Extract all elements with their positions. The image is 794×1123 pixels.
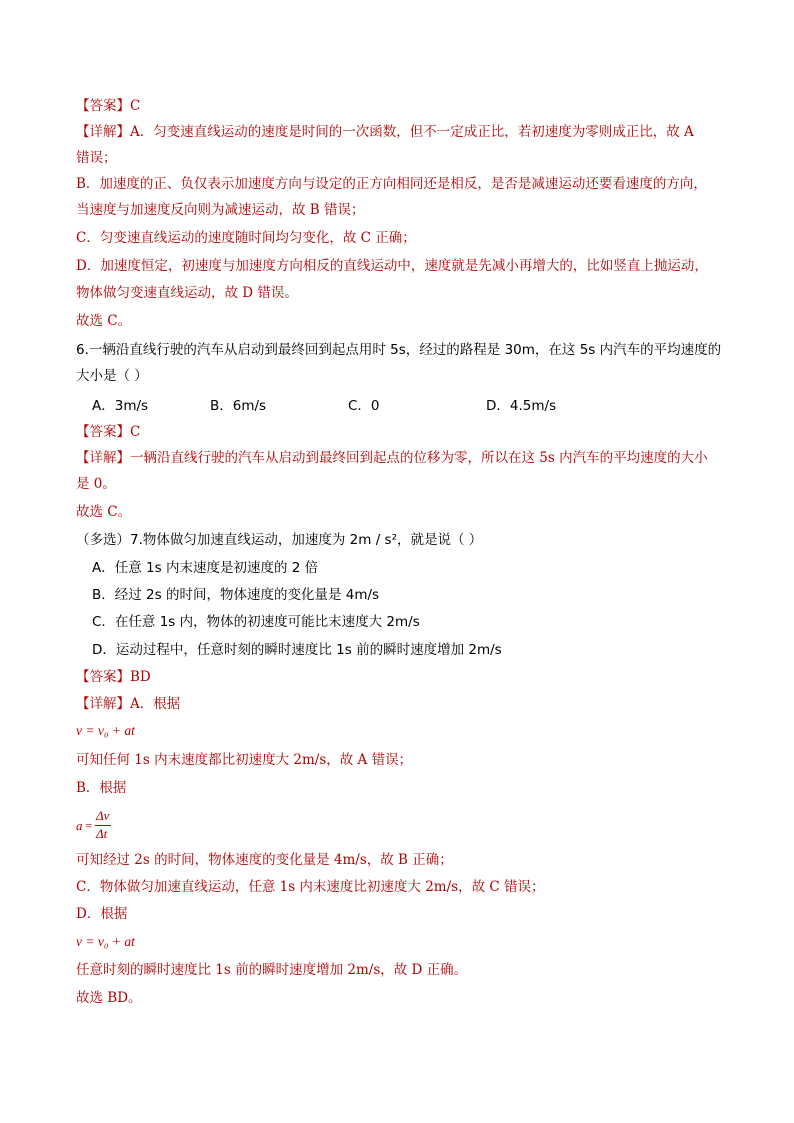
q7-option-d: D．运动过程中，任意时刻的瞬时速度比 1s 前的瞬时速度增加 2m/s [92, 642, 502, 658]
q6-detail: 【详解】一辆沿直线行驶的汽车从启动到最终回到起点的位移为零，所以在这 5s 内汽车的平均速度的大小 [76, 450, 708, 466]
q7-conclusion: 故选 BD。 [76, 990, 142, 1006]
q6-options [92, 394, 652, 414]
q5-detail-d: D．加速度恒定，初速度与加速度方向相反的直线运动中，速度就是先减小再增大的，比如竖直上抛运动， [76, 258, 708, 274]
q7-detail-c: C．物体做匀加速直线运动，任意 1s 内末速度比初速度大 2m/s，故 C 错误； [76, 879, 545, 895]
q5-detail-a: 【详解】A．匀变速直线运动的速度是时间的一次函数，但不一定成正比，若初速度为零则成正比，故 A [76, 124, 694, 140]
q6-option-a: A．3m/s [92, 398, 149, 414]
q5-detail-d-cont: 物体做匀变速直线运动，故 D 错误。 [76, 285, 298, 301]
q6-option-c: C．0 [348, 398, 380, 414]
q6-conclusion: 故选 C。 [76, 504, 132, 520]
formula-lhs: a [76, 818, 83, 833]
q6-option-b: B．6m/s [210, 398, 267, 414]
formula-denominator: Δt [96, 826, 108, 841]
q7-option-c: C．在任意 1s 内，物体的初速度可能比末速度大 2m/s [92, 614, 420, 630]
formula-numerator: Δv [96, 808, 110, 823]
q7-formula-3: v = v₀ + at [76, 934, 135, 949]
q6-answer: 【答案】C [76, 424, 141, 440]
q6-option-d: D．4.5m/s [486, 398, 557, 414]
q7-detail-a: 【详解】A．根据 [76, 696, 181, 712]
q6-stem-line2: 大小是（ ） [76, 368, 148, 384]
q5-detail-a-cont: 错误； [76, 150, 117, 166]
q6-detail-cont: 是 0。 [76, 476, 116, 492]
q6-stem-line1: 6.一辆沿直线行驶的汽车从启动到最终回到起点用时 5s，经过的路程是 30m，在这 5s 内汽车的平均速度的 [76, 342, 722, 358]
q7-answer: 【答案】BD [76, 669, 151, 685]
q5-detail-c: C．匀变速直线运动的速度随时间均匀变化，故 C 正确； [76, 230, 416, 246]
q7-detail-a-cont: 可知任何 1s 内末速度都比初速度大 2m/s，故 A 错误； [76, 752, 413, 768]
q7-detail-d: D．根据 [76, 906, 128, 922]
q5-detail-b: B．加速度的正、负仅表示加速度方向与设定的正方向相同还是相反，是否是减速运动还要看速度的方向， [76, 176, 707, 192]
q5-detail-b-cont: 当速度与加速度反向则为减速运动，故 B 错误； [76, 202, 365, 218]
q7-stem: （多选）7.物体做匀加速直线运动，加速度为 2m / s²，就是说（ ） [76, 532, 483, 548]
q7-detail-b-cont: 可知经过 2s 的时间，物体速度的变化量是 4m/s，故 B 正确； [76, 852, 453, 868]
q5-conclusion: 故选 C。 [76, 313, 132, 329]
q7-formula-2 [76, 808, 116, 842]
q7-formula-1: v = v₀ + at [76, 723, 135, 738]
q7-option-a: A．任意 1s 内末速度是初速度的 2 倍 [92, 560, 319, 576]
q7-detail-b: B．根据 [76, 780, 127, 796]
q7-detail-d-cont: 任意时刻的瞬时速度比 1s 前的瞬时速度增加 2m/s，故 D 正确。 [76, 962, 468, 978]
q7-option-b: B．经过 2s 的时间，物体速度的变化量是 4m/s [92, 587, 380, 603]
q5-answer: 【答案】C [76, 98, 141, 114]
formula-equals: = [85, 818, 93, 833]
